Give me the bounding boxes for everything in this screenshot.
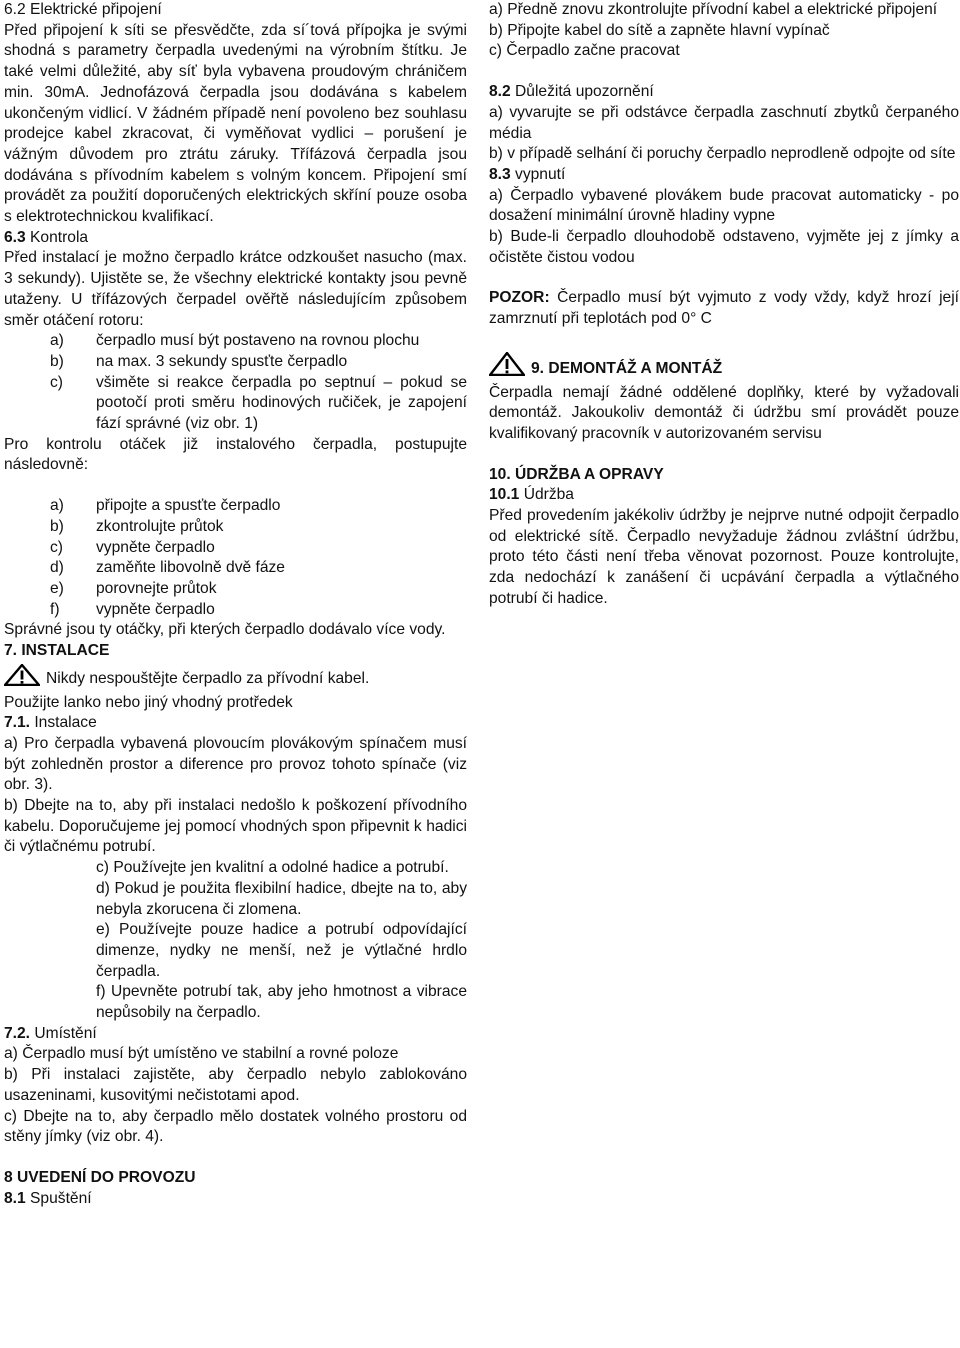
- list-rotation-check: [4, 331, 467, 435]
- right-column: [489, 0, 959, 610]
- list-item: [4, 352, 467, 373]
- paragraph-6-2: Před připojení k síti se přesvědčte, zda sí´tová přípojka je svými shodná s parametry čerpadla uvedenými na výrobním štítku. Je také velmi důležité, aby síť byla vybavena proudovým chráničem min. 30mA. Jednofázová čerpadla jsou dodávána s kabelem ukončeným vidlicí. V žádném případě není povoleno bez souhlasu prodejce kabel zkracovat, či vyměňovat vydlici – porušení je vážným důvodem pro ztrátu záruky. Třífázová čerpadla jsou dodávána s přívodním kabelem s volným koncem. Připojení smí provádět za použití doporučených elektrických skříní pouze osoba s elektrotechnickou kvalifikací.: [4, 21, 467, 226]
- paragraph-7-2-b: b) Při instalaci zajistěte, aby čerpadlo nebylo zablokováno usazeninami, kusovitými nečistotami apod.: [4, 1066, 467, 1104]
- heading-8-1-title: Spuštění: [25, 1189, 92, 1207]
- heading-8-2-number: 8.2: [489, 83, 511, 101]
- pozor-label: POZOR:: [489, 289, 550, 307]
- warning-triangle-icon: [489, 352, 525, 383]
- paragraph-7-1-f: f) Upevněte potrubí tak, aby jeho hmotnost a vibrace nepůsobily na čerpadlo.: [96, 983, 467, 1022]
- list-letter: d): [50, 559, 64, 577]
- list-text: zkontrolujte průtok: [96, 517, 224, 535]
- list-letter: a): [50, 497, 64, 515]
- list-text: zaměňte libovolně dvě fáze: [96, 559, 285, 577]
- paragraph-7-2-a: a) Čerpadlo musí být umístěno ve stabilní a rovné poloze: [4, 1045, 399, 1063]
- list-letter: c): [50, 373, 63, 391]
- list-item: [4, 579, 467, 600]
- paragraph-7-1-a: a) Pro čerpadla vybavená plovoucím plovákovým spínačem musí být zohledněn prostor a diference pro provoz tohoto spínače (viz obr. 3).: [4, 734, 467, 794]
- heading-7-2-title: Umístění: [30, 1024, 97, 1042]
- heading-7-1-title: Instalace: [30, 714, 97, 732]
- paragraph-7-1-c: c) Používejte jen kvalitní a odolné hadice a potrubí.: [96, 859, 449, 877]
- paragraph-7: Použijte lanko nebo jiný vhodný protředek: [4, 693, 293, 711]
- list-item: [4, 373, 467, 435]
- list-item: [4, 558, 467, 579]
- list-letter: b): [50, 352, 64, 370]
- paragraph-8-1-c: c) Čerpadlo začne pracovat: [489, 42, 680, 60]
- pozor-text: Čerpadlo musí být vyjmuto z vody vždy, když hrozí její zamrznutí při teplotách pod 0° C: [489, 289, 959, 328]
- paragraph-8-1-b: b) Připojte kabel do sítě a zapněte hlavní vypínač: [489, 21, 830, 39]
- list-item: [4, 517, 467, 538]
- paragraph-7-1-b: b) Dbejte na to, aby při instalaci nedošlo k poškození přívodního kabelu. Doporučujeme jej pomocí vhodných spon připevnit k hadici či výtlačnému potrubí.: [4, 797, 467, 856]
- paragraph-6-3-b: Pro kontrolu otáček již instalového čerpadla, postupujte následovně:: [4, 435, 467, 474]
- heading-10-1-title: Údržba: [519, 486, 574, 504]
- paragraph-9: Čerpadla nemají žádné oddělené doplňky, které by vyžadovali demontáž. Jakoukoliv demontáž či údržbu smí provádět pouze kvalifikovaný pracovník v autorizovaném servisu: [489, 383, 959, 442]
- heading-7-2: [4, 1024, 467, 1045]
- list-text: vypněte čerpadlo: [96, 600, 215, 618]
- list-item: [4, 600, 467, 621]
- list-text: na max. 3 sekundy spusťte čerpadlo: [96, 352, 348, 370]
- heading-9-title: 9. DEMONTÁŽ A MONTÁŽ: [531, 359, 723, 377]
- paragraph-8-1-a: a) Předně znovu zkontrolujte přívodní kabel a elektrické připojení: [489, 1, 938, 18]
- heading-8-2: [489, 82, 959, 103]
- left-column: [4, 0, 467, 1209]
- heading-8: 8 UVEDENÍ DO PROVOZU: [4, 1168, 196, 1186]
- heading-10: 10. ÚDRŽBA A OPRAVY: [489, 465, 664, 483]
- heading-6-3-number: 6.3: [4, 228, 26, 246]
- heading-7-2-number: 7.2.: [4, 1024, 31, 1042]
- warning-line: [4, 664, 467, 693]
- heading-8-3: [489, 165, 959, 186]
- paragraph-6-3: Před instalací je možno čerpadlo krátce odzkoušet nasucho (max. 3 sekundy). Ujistěte se, že všechny elektrické kontakty jsou pevně utaženy. U třífázových čerpadel ověřtě následujícím způsobem směr otáčení rotoru:: [4, 249, 467, 329]
- heading-7-1: [4, 713, 467, 734]
- warning-triangle-icon: [4, 664, 40, 693]
- list-item: [4, 538, 467, 559]
- list-item: [4, 496, 467, 517]
- heading-9: [489, 352, 959, 383]
- heading-6-3-title: Kontrola: [25, 228, 89, 246]
- list-text: vypněte čerpadlo: [96, 538, 215, 556]
- heading-7-1-number: 7.1.: [4, 714, 31, 732]
- paragraph-7-1-d: d) Pokud je použita flexibilní hadice, dbejte na to, aby nebyla zkorucena či zlomena.: [96, 879, 467, 918]
- paragraph-8-2-a: a) vyvarujte se při odstávce čerpadla zaschnutí zbytků čerpaného média: [489, 103, 959, 142]
- list-text: čerpadlo musí být postaveno na rovnou plochu: [96, 332, 420, 350]
- heading-8-1-number: 8.1: [4, 1189, 26, 1207]
- paragraph-7-1-e: e) Používejte pouze hadice a potrubí odpovídající dimenze, nydky ne menší, než je výtlačné hrdlo čerpadla.: [96, 921, 467, 980]
- heading-6-3: [4, 228, 467, 249]
- heading-6-2: 6.2 Elektrické připojení: [4, 1, 162, 18]
- pozor-note: [489, 288, 959, 329]
- warning-text: Nikdy nespouštějte čerpadlo za přívodní kabel.: [46, 669, 370, 687]
- heading-10-1: [489, 485, 959, 506]
- list-letter: f): [50, 600, 60, 618]
- heading-8-2-title: Důležitá upozornění: [510, 83, 654, 101]
- heading-8-3-title: vypnutí: [510, 165, 566, 183]
- list-speed-check: [4, 496, 467, 620]
- heading-8-3-number: 8.3: [489, 165, 511, 183]
- paragraph-6-3-c: Správné jsou ty otáčky, při kterých čerpadlo dodávalo více vody.: [4, 621, 446, 639]
- paragraph-7-2-c: c) Dbejte na to, aby čerpadlo mělo dostatek volného prostoru od stěny jímky (viz obr. 4).: [4, 1107, 467, 1146]
- list-text: všiměte si reakce čerpadla po septnuí – pokud se pootočí proti směru hodinových ručiček, je zapojení fází správné (viz obr. 1): [96, 373, 467, 433]
- heading-7: 7. INSTALACE: [4, 642, 110, 660]
- list-item: [4, 331, 467, 352]
- heading-8-1: [4, 1189, 467, 1210]
- heading-10-1-number: 10.1: [489, 486, 520, 504]
- paragraph-10-1: Před provedením jakékoliv údržby je nejprve nutné odpojit čerpadlo od elektrické sítě. Čerpadlo nevyžaduje žádnou zvláštní údržbu, proto této části není třeba věnovat pozornost. Pouze kontrolujte, zda nedochází k zanášení či ucpávání čerpadla a výtlačného potrubí či hadice.: [489, 507, 959, 607]
- paragraph-8-3-b: b) Bude-li čerpadlo dlouhodobě odstaveno, vyjměte jej z jímky a očistěte čistou vodou: [489, 228, 959, 266]
- list-letter: e): [50, 579, 64, 597]
- paragraph-8-2-b: b) v případě selhání či poruchy čerpadlo neprodleně odpojte od síte: [489, 145, 956, 163]
- list-text: připojte a spusťte čerpadlo: [96, 497, 281, 515]
- list-text: porovnejte průtok: [96, 579, 217, 597]
- list-letter: c): [50, 538, 63, 556]
- list-letter: a): [50, 332, 64, 350]
- list-letter: b): [50, 517, 64, 535]
- paragraph-8-3-a: a) Čerpadlo vybavené plovákem bude pracovat automaticky - po dosažení minimální úrovně hladiny vypne: [489, 186, 959, 225]
